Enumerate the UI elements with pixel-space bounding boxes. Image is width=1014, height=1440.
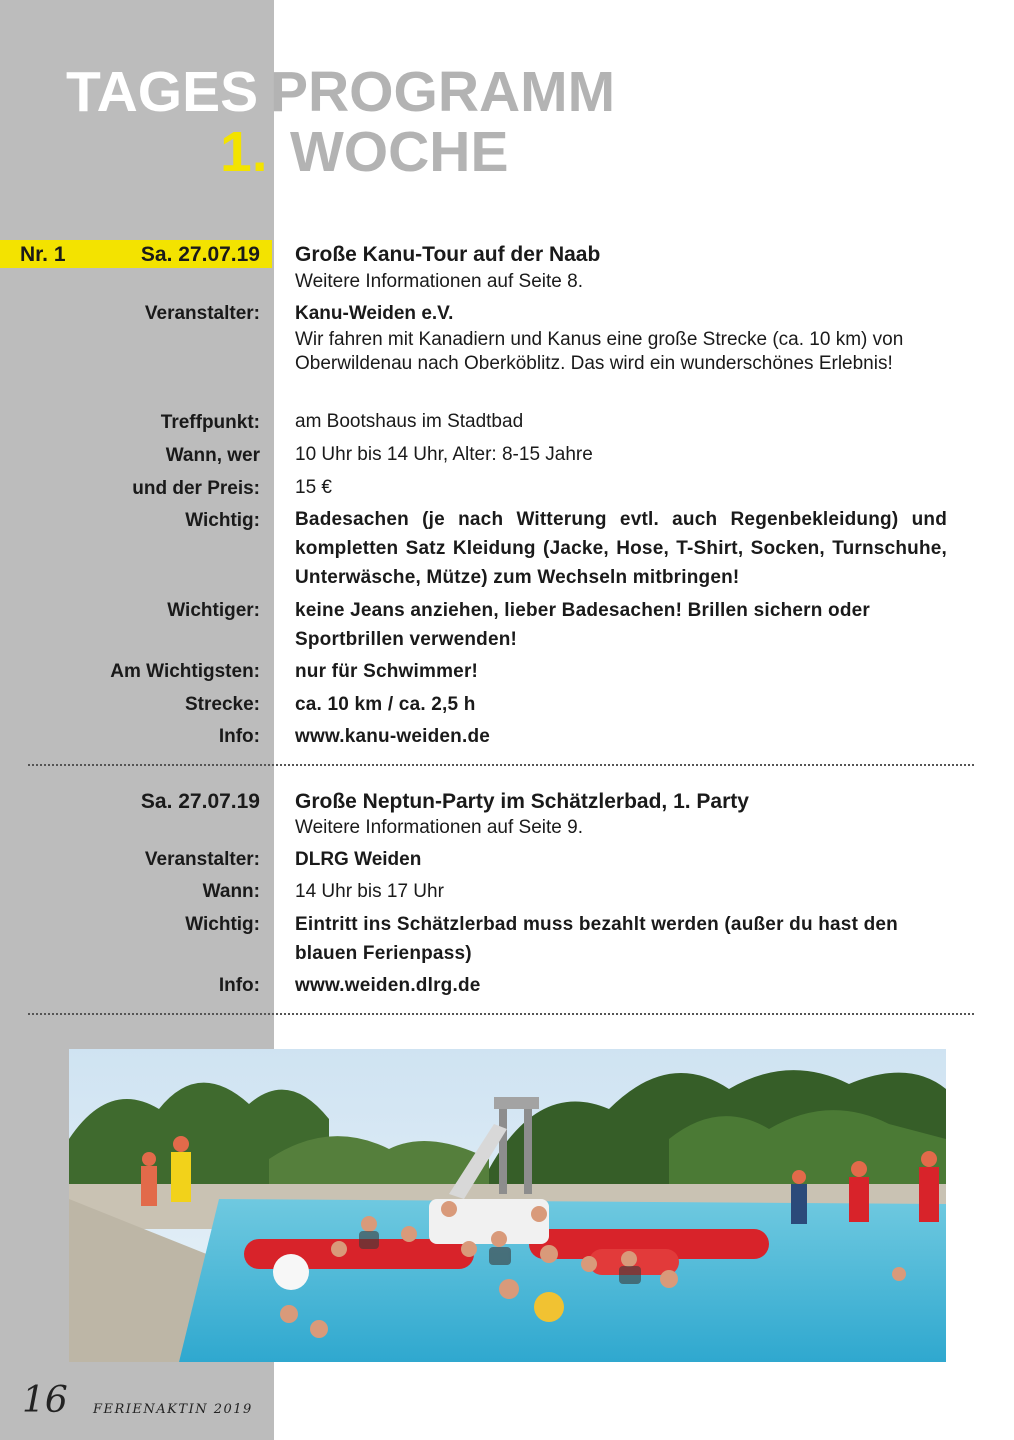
event-number: Nr. 1 [20,243,66,266]
route-value: ca. 10 km / ca. 2,5 h [295,694,476,715]
most-important-value: nur für Schwimmer! [295,661,479,682]
event-title: Große Kanu-Tour auf der Naab [295,243,601,266]
event-date: Sa. 27.07.19 [140,243,260,266]
section-divider [28,764,974,766]
when-value: 14 Uhr bis 17 Uhr [295,881,444,902]
more-important-value: keine Jeans anziehen, lieber Badesachen! Brillen sichern oder Sportbrillen verwenden! [295,600,871,650]
week-number: 1. [220,120,268,184]
info-link[interactable]: www.kanu-weiden.de [295,726,491,747]
more-important-label: Wichtiger: [167,600,260,621]
event-more-info: Weitere Informationen auf Seite 8. [295,271,583,292]
meeting-value: am Bootshaus im Stadtbad [295,411,524,432]
important-value: Badesachen (je nach Witterung evtl. auch Regenbekleidung) und kompletten Satz Kleidung (Jacke, Hose, T-Shirt, Socken, Turnschuhe, Unterwäsche, Mütze) zum Wechseln mitbringen! [295,509,947,588]
route-label: Strecke: [185,694,260,715]
organizer-label: Veranstalter: [144,849,260,870]
meeting-label: Treffpunkt: [160,412,260,433]
important-label: Wichtig: [185,510,260,531]
price-value: 15 € [295,477,332,498]
organizer-label: Veranstalter: [144,303,260,324]
publication-name: FERIENAKTIN 2019 [93,1402,253,1417]
most-important-label: Am Wichtigsten: [110,661,260,682]
info-label: Info: [218,975,260,996]
when-label: Wann: [202,881,260,902]
organizer-value: Kanu-Weiden e.V. [295,303,454,324]
info-link[interactable]: www.weiden.dlrg.de [295,975,481,996]
page-title-part-2: PROGRAMM [270,60,616,124]
when-value: 10 Uhr bis 14 Uhr, Alter: 8-15 Jahre [295,444,593,465]
organizer-value: DLRG Weiden [295,849,422,870]
event-description: Wir fahren mit Kanadiern und Kanus eine große Strecke (ca. 10 km) von Oberwildenau nach Oberköblitz. Das wird ein wunderschönes Erlebnis! [295,329,904,374]
section-divider [28,1013,974,1015]
event-title: Große Neptun-Party im Schätzlerbad, 1. Party [295,790,749,813]
page-title-part-1: TAGES [66,60,259,124]
important-value: Eintritt ins Schätzlerbad muss bezahlt werden (außer du hast den blauen Ferienpass) [295,914,898,964]
page-number: 16 [22,1380,68,1421]
event-date: Sa. 27.07.19 [140,790,260,813]
important-label: Wichtig: [185,914,260,935]
event-more-info: Weitere Informationen auf Seite 9. [295,817,583,838]
when-label: Wann, wer [165,445,260,466]
pool-party-photo [69,1049,946,1362]
week-label: WOCHE [290,120,509,184]
info-label: Info: [218,726,260,747]
price-label: und der Preis: [132,478,260,499]
